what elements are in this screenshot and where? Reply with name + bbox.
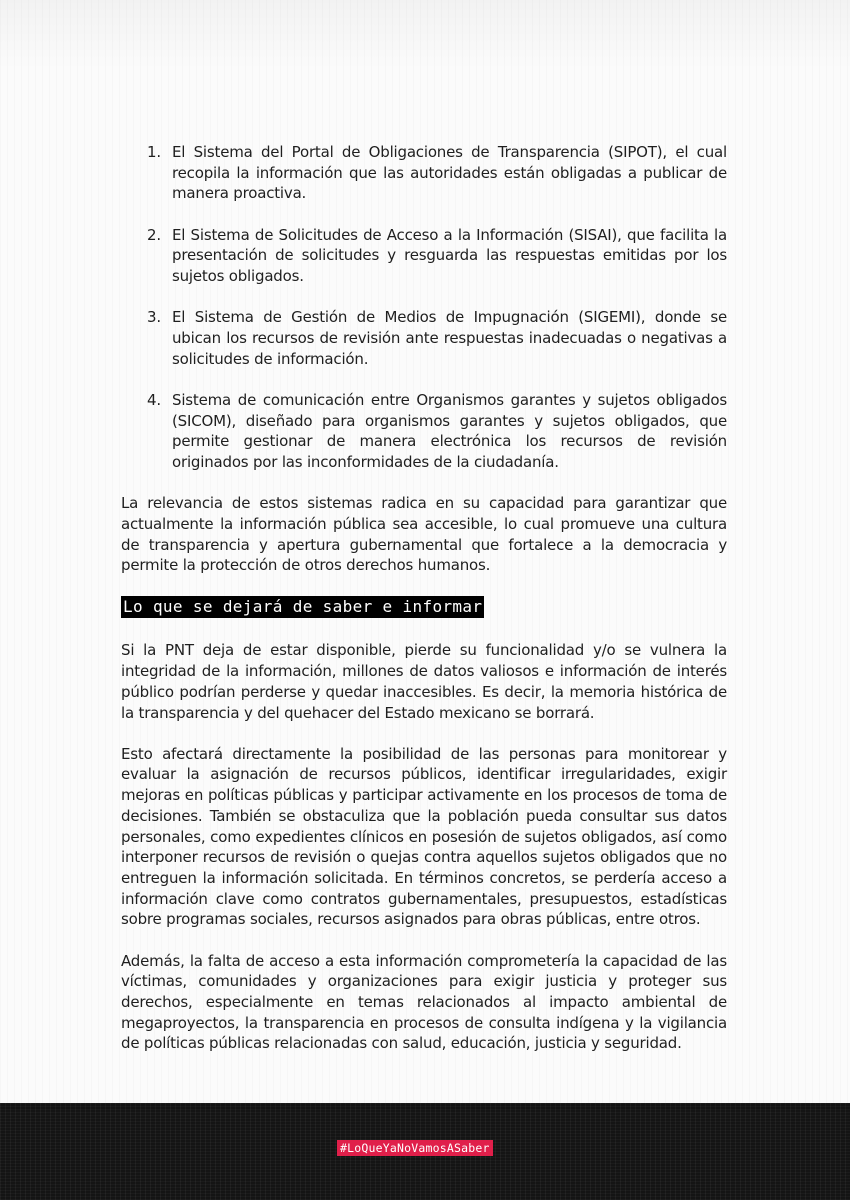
paragraph: Si la PNT deja de estar disponible, pierde su funcionalidad y/o se vulnera la integridad de la información, millones de datos valiosos e información de interés público podrían perderse y quedar inaccesibles. Es decir, la memoria histórica de la transparencia y del quehacer del Estado mexicano se borrará. xyxy=(121,641,727,722)
list-item-text: El Sistema del Portal de Obligaciones de Transparencia (SIPOT), el cual recopila la información que las autoridades están obligadas a publicar de manera proactiva. xyxy=(172,143,727,203)
list-item-number: 3. xyxy=(147,308,161,327)
list-item-number: 4. xyxy=(147,390,161,409)
list-item-number: 1. xyxy=(147,143,161,161)
section-heading-wrap xyxy=(121,596,727,620)
list-item xyxy=(121,142,727,204)
hashtag-label: #LoQueYaNoVamosASaber xyxy=(337,1140,493,1156)
list-item-text: El Sistema de Solicitudes de Acceso a la Información (SISAI), que facilita la presentación de solicitudes y resguarda las respuestas emitidas por los sujetos obligados. xyxy=(172,225,727,286)
document-body xyxy=(121,142,727,1075)
list-item-number: 2. xyxy=(147,225,161,244)
paragraph-relevance: La relevancia de estos sistemas radica en su capacidad para garantizar que actualmente la información pública sea accesible, lo cual promueve una cultura de transparencia y apertura gubernamental que fortalece a la democracia y permite la protección de otros derechos humanos. xyxy=(121,494,727,575)
list-item xyxy=(121,307,727,369)
list-item xyxy=(121,225,727,287)
paragraph: Además, la falta de acceso a esta información comprometería la capacidad de las víctimas, comunidades y organizaciones para exigir justicia y proteger sus derechos, especialmente en temas relacionados al impacto ambiental de megaproyectos, la transparencia en procesos de consulta indígena y la vigilancia de políticas públicas relacionadas con salud, educación, justicia y seguridad. xyxy=(121,951,727,1053)
list-item-text: Sistema de comunicación entre Organismos garantes y sujetos obligados (SICOM), diseñado para organismos garantes y sujetos obligados, que permite gestionar de manera electrónica los recursos de revisión originados por las inconformidades de la ciudadanía. xyxy=(172,390,727,471)
list-item-text: El Sistema de Gestión de Medios de Impugnación (SIGEMI), donde se ubican los recursos de revisión ante respuestas inadecuadas o negativas a solicitudes de información. xyxy=(172,308,727,368)
systems-list xyxy=(121,142,727,473)
section-heading: Lo que se dejará de saber e informar xyxy=(123,597,483,617)
list-item xyxy=(121,390,727,473)
paragraph: Esto afectará directamente la posibilidad de las personas para monitorear y evaluar la asignación de recursos públicos, identificar irregularidades, exigir mejoras en políticas públicas y participar activamente en los procesos de toma de decisiones. También se obstaculiza que la población pueda consultar sus datos personales, como expedientes clínicos en posesión de sujetos obligados, así como interponer recursos de revisión o quejas contra aquellos sujetos obligados que no entreguen la información solicitada. En términos concretos, se perdería acceso a información clave como contratos gubernamentales, presupuestos, estadísticas sobre programas sociales, recursos asignados para obras públicas, entre otros. xyxy=(121,744,727,929)
